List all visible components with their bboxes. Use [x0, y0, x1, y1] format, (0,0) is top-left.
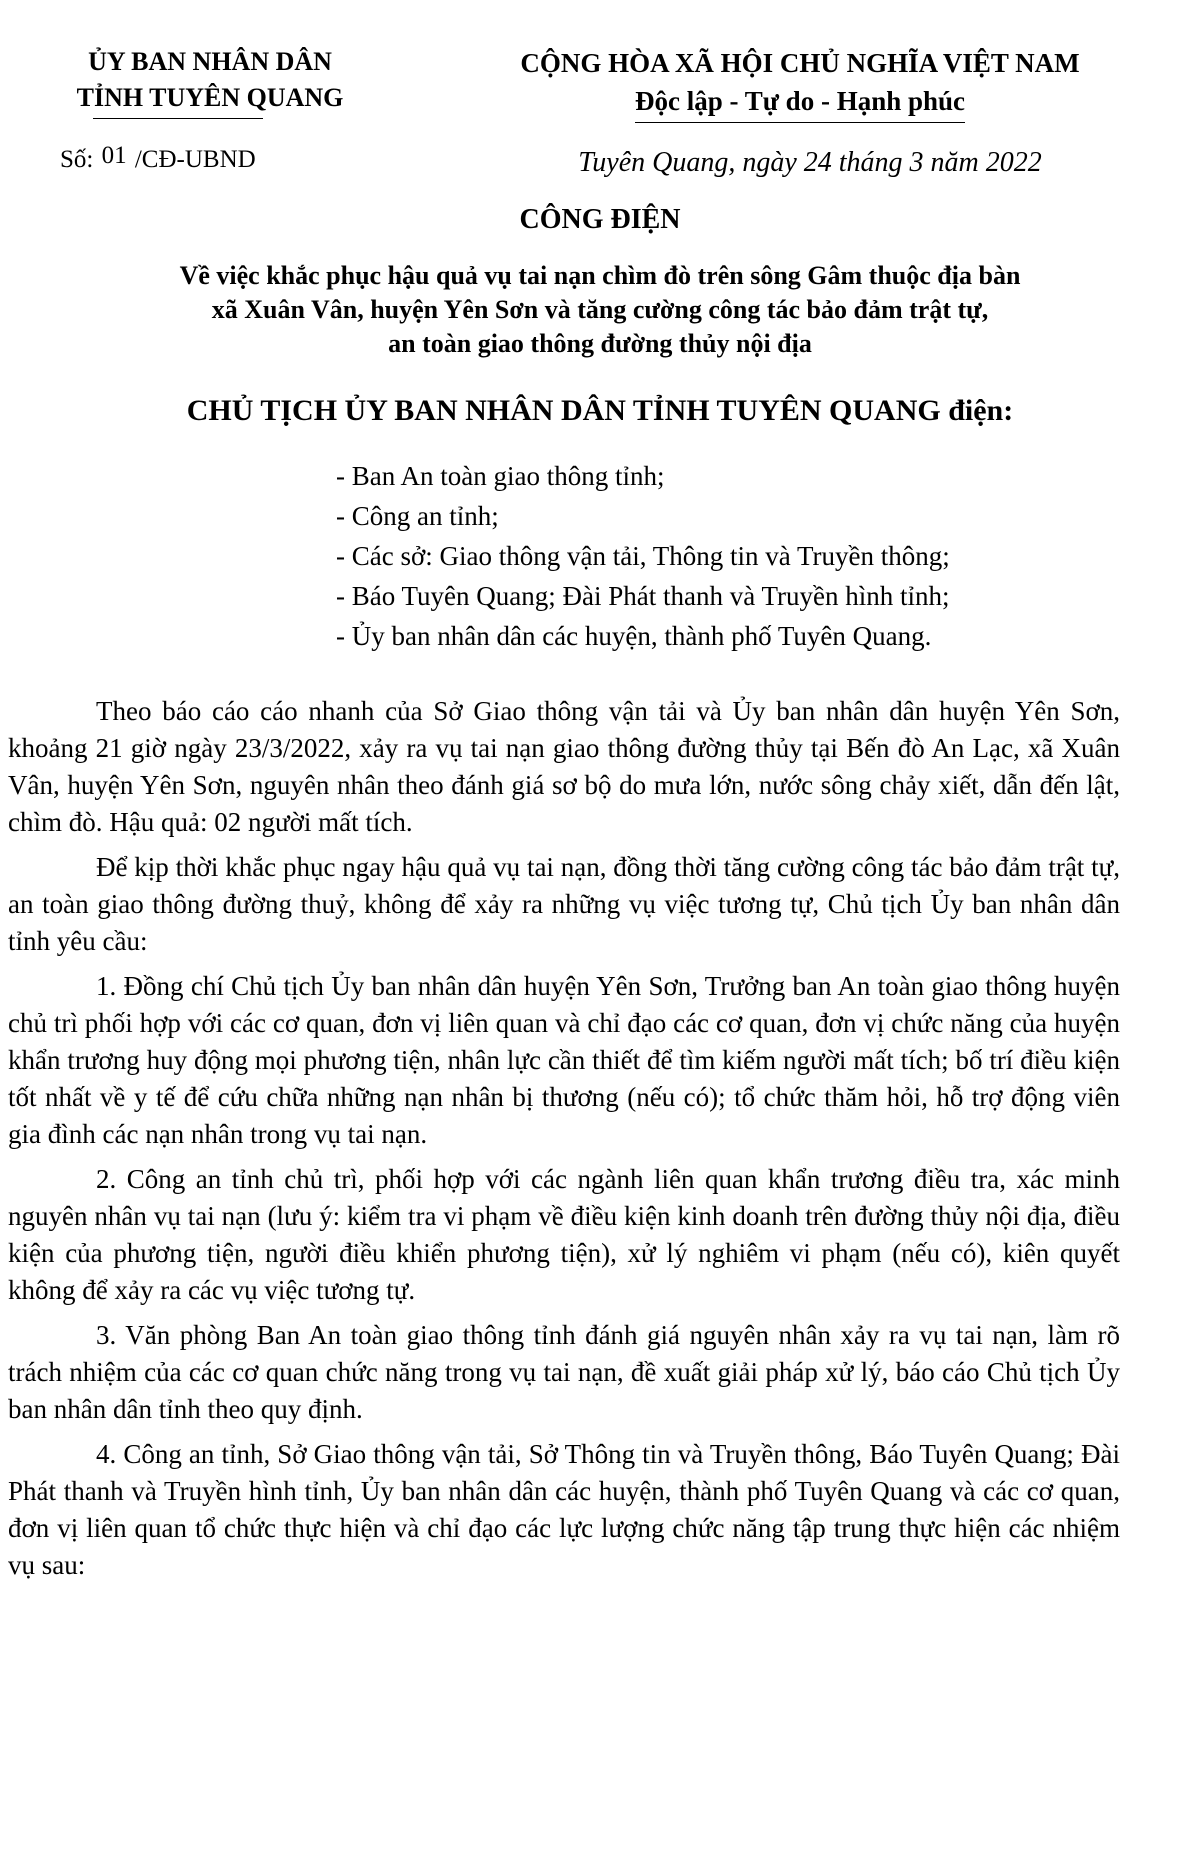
subject-line-2: xã Xuân Vân, huyện Yên Sơn và tăng cường công tác bảo đảm trật tự, — [211, 295, 989, 324]
document-body — [8, 693, 1120, 1592]
national-motto — [430, 44, 1170, 123]
body-paragraph-item-1: 1. Đồng chí Chủ tịch Ủy ban nhân dân huyện Yên Sơn, Trưởng ban An toàn giao thông huyện chủ trì phối hợp với các cơ quan, đơn vị liên quan và chỉ đạo các cơ quan, đơn vị chức năng của huyện khẩn trương huy động mọi phương tiện, nhân lực cần thiết để tìm kiếm người mất tích; bố trí điều kiện tốt nhất về y tế để cứu chữa những nạn nhân bị thương (nếu có); tổ chức thăm hỏi, hỗ trợ động viên gia đình các nạn nhân trong vụ tai nạn. — [8, 971, 1120, 1149]
country-name: CỘNG HÒA XÃ HỘI CHỦ NGHĨA VIỆT NAM — [520, 48, 1080, 78]
number-value: 01 — [101, 142, 127, 169]
document-date: Tuyên Quang, ngày 24 tháng 3 năm 2022 — [578, 147, 1042, 178]
authority-line-1: ỦY BAN NHÂN DÂN — [88, 47, 332, 76]
sender-line: CHỦ TỊCH ỦY BAN NHÂN DÂN TỈNH TUYÊN QUANG điện: — [186, 394, 1014, 427]
number-prefix: Số: — [60, 146, 94, 173]
number-suffix: /CĐ-UBND — [134, 146, 256, 173]
issuing-authority — [45, 44, 375, 116]
body-paragraph-request: Để kịp thời khắc phục ngay hậu quả vụ tai nạn, đồng thời tăng cường công tác bảo đảm trật tự, an toàn giao thông đường thuỷ, không để xảy ra những vụ việc tương tự, Chủ tịch Ủy ban nhân dân tỉnh yêu cầu: — [8, 852, 1120, 956]
document-number — [60, 142, 390, 174]
motto-slogan: Độc lập - Tự do - Hạnh phúc — [635, 82, 965, 123]
recipient-item: - Ủy ban nhân dân các huyện, thành phố Tuyên Quang. — [336, 621, 932, 651]
recipient-item: - Ban An toàn giao thông tỉnh; — [336, 461, 665, 491]
body-paragraph-item-4: 4. Công an tỉnh, Sở Giao thông vận tải, Sở Thông tin và Truyền thông, Báo Tuyên Quang; Đài Phát thanh và Truyền hình tỉnh, Ủy ban nhân dân các huyện, thành phố Tuyên Quang và các cơ quan, đơn vị liên quan tổ chức thực hiện và chỉ đạo các lực lượng chức năng tập trung thực hiện các nhiệm vụ sau: — [8, 1439, 1120, 1580]
recipient-item: - Báo Tuyên Quang; Đài Phát thanh và Truyền hình tỉnh; — [336, 581, 950, 611]
authority-line-2: TỈNH TUYÊN QUANG — [77, 80, 344, 116]
body-paragraph-item-3: 3. Văn phòng Ban An toàn giao thông tỉnh đánh giá nguyên nhân xảy ra vụ tai nạn, làm rõ trách nhiệm của các cơ quan chức năng trong vụ tai nạn, đề xuất giải pháp xử lý, báo cáo Chủ tịch Ủy ban nhân dân tỉnh theo quy định. — [8, 1320, 1120, 1424]
document-type: CÔNG ĐIỆN — [519, 204, 681, 235]
recipient-item: - Các sở: Giao thông vận tải, Thông tin và Truyền thông; — [336, 541, 950, 571]
subject-line-1: Về việc khắc phục hậu quả vụ tai nạn chìm đò trên sông Gâm thuộc địa bàn — [179, 261, 1021, 290]
body-paragraph-item-2: 2. Công an tỉnh chủ trì, phối hợp với các ngành liên quan khẩn trương điều tra, xác minh nguyên nhân vụ tai nạn (lưu ý: kiểm tra vi phạm về điều kiện kinh doanh trên đường thủy nội địa, điều kiện của phương tiện, người điều khiển phương tiện), xử lý nghiêm vi phạm (nếu có), kiên quyết không để xảy ra các vụ việc tương tự. — [8, 1164, 1120, 1305]
recipient-item: - Công an tỉnh; — [336, 501, 499, 531]
recipient-list — [336, 456, 950, 656]
body-paragraph-report: Theo báo cáo cáo nhanh của Sở Giao thông vận tải và Ủy ban nhân dân huyện Yên Sơn, khoảng 21 giờ ngày 23/3/2022, xảy ra vụ tai nạn giao thông đường thủy tại Bến đò An Lạc, xã Xuân Vân, huyện Yên Sơn, nguyên nhân theo đánh giá sơ bộ do mưa lớn, nước sông chảy xiết, dẫn đến lật, chìm đò. Hậu quả: 02 người mất tích. — [8, 696, 1120, 837]
subject-line-3: an toàn giao thông đường thủy nội địa — [388, 329, 812, 358]
document-subject — [40, 259, 1160, 361]
